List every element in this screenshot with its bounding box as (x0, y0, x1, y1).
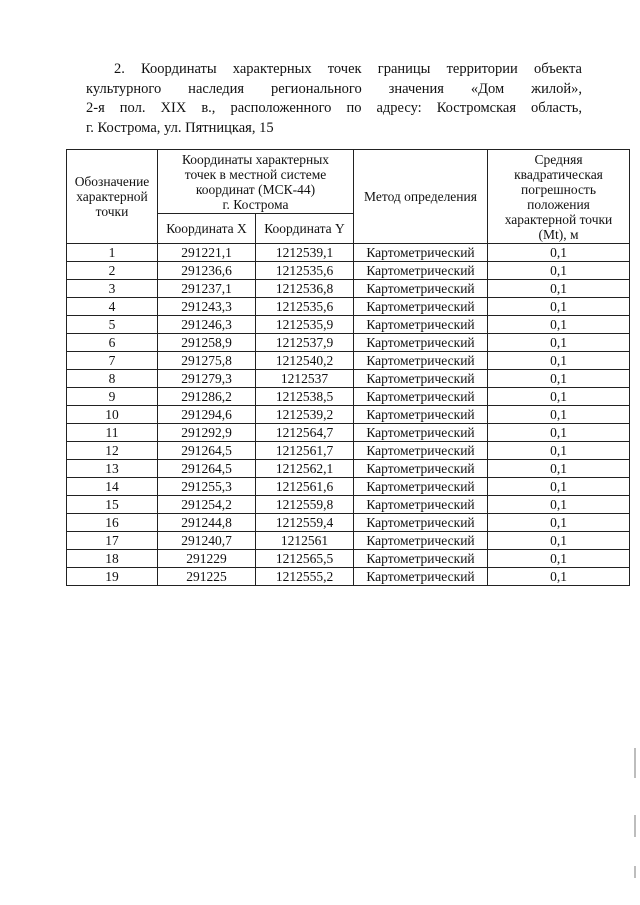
scan-mark (634, 748, 636, 778)
table-row (67, 334, 630, 352)
table-row (67, 370, 630, 388)
cell-coord-y: 1212561 (256, 532, 354, 550)
section-heading (86, 60, 582, 138)
table-row (67, 406, 630, 424)
cell-coord-y: 1212559,4 (256, 514, 354, 532)
cell-coord-x: 291264,5 (158, 442, 256, 460)
cell-method: Картометрический (354, 370, 488, 388)
scan-mark (634, 815, 636, 837)
cell-error: 0,1 (488, 352, 630, 370)
cell-method: Картометрический (354, 388, 488, 406)
cell-method: Картометрический (354, 352, 488, 370)
header-error: Средняя квадратическая погрешность положения характерной точки (Mt), м (488, 150, 630, 244)
cell-coord-y: 1212559,8 (256, 496, 354, 514)
cell-error: 0,1 (488, 262, 630, 280)
cell-error: 0,1 (488, 424, 630, 442)
cell-point-number: 11 (67, 424, 158, 442)
cell-method: Картометрический (354, 244, 488, 262)
cell-coord-x: 291236,6 (158, 262, 256, 280)
cell-coord-x: 291264,5 (158, 460, 256, 478)
cell-point-number: 5 (67, 316, 158, 334)
cell-coord-y: 1212535,9 (256, 316, 354, 334)
cell-coord-x: 291275,8 (158, 352, 256, 370)
header-coord-y: Координата Y (256, 214, 354, 244)
cell-point-number: 14 (67, 478, 158, 496)
cell-point-number: 12 (67, 442, 158, 460)
cell-coord-x: 291279,3 (158, 370, 256, 388)
cell-method: Картометрический (354, 514, 488, 532)
cell-coord-y: 1212537,9 (256, 334, 354, 352)
cell-coord-x: 291229 (158, 550, 256, 568)
heading-line: 2. Координаты характерных точек границы территории объекта (114, 61, 582, 77)
cell-coord-y: 1212539,2 (256, 406, 354, 424)
coordinates-table (66, 149, 630, 586)
cell-coord-x: 291244,8 (158, 514, 256, 532)
cell-coord-x: 291243,3 (158, 298, 256, 316)
header-method: Метод определения (354, 150, 488, 244)
cell-coord-x: 291221,1 (158, 244, 256, 262)
cell-coord-x: 291294,6 (158, 406, 256, 424)
table-row (67, 442, 630, 460)
cell-point-number: 17 (67, 532, 158, 550)
cell-error: 0,1 (488, 442, 630, 460)
cell-point-number: 10 (67, 406, 158, 424)
cell-method: Картометрический (354, 334, 488, 352)
cell-method: Картометрический (354, 478, 488, 496)
table-row (67, 262, 630, 280)
cell-error: 0,1 (488, 298, 630, 316)
cell-error: 0,1 (488, 370, 630, 388)
cell-error: 0,1 (488, 478, 630, 496)
table-row (67, 352, 630, 370)
table-row (67, 478, 630, 496)
cell-coord-x: 291246,3 (158, 316, 256, 334)
table-row (67, 568, 630, 586)
cell-method: Картометрический (354, 298, 488, 316)
cell-point-number: 2 (67, 262, 158, 280)
cell-error: 0,1 (488, 460, 630, 478)
cell-coord-y: 1212562,1 (256, 460, 354, 478)
cell-point-number: 16 (67, 514, 158, 532)
table-row (67, 298, 630, 316)
cell-point-number: 7 (67, 352, 158, 370)
cell-point-number: 19 (67, 568, 158, 586)
cell-point-number: 3 (67, 280, 158, 298)
table-row (67, 514, 630, 532)
table-row (67, 244, 630, 262)
cell-error: 0,1 (488, 514, 630, 532)
heading-line: культурного наследия регионального значения «Дом жилой», (86, 80, 582, 97)
scan-mark (634, 866, 636, 878)
cell-method: Картометрический (354, 424, 488, 442)
cell-coord-x: 291255,3 (158, 478, 256, 496)
cell-coord-y: 1212561,6 (256, 478, 354, 496)
table-row (67, 280, 630, 298)
table-row (67, 550, 630, 568)
cell-coord-x: 291237,1 (158, 280, 256, 298)
table-row (67, 424, 630, 442)
cell-coord-x: 291292,9 (158, 424, 256, 442)
cell-error: 0,1 (488, 334, 630, 352)
cell-coord-y: 1212538,5 (256, 388, 354, 406)
cell-method: Картометрический (354, 550, 488, 568)
header-designation: Обозначение характерной точки (67, 150, 158, 244)
cell-coord-y: 1212540,2 (256, 352, 354, 370)
table-row (67, 496, 630, 514)
cell-method: Картометрический (354, 532, 488, 550)
cell-error: 0,1 (488, 280, 630, 298)
cell-coord-x: 291254,2 (158, 496, 256, 514)
header-coordinates-group: Координаты характерных точек в местной системе координат (МСК-44) г. Кострома (158, 150, 354, 214)
cell-method: Картометрический (354, 460, 488, 478)
cell-method: Картометрический (354, 280, 488, 298)
cell-method: Картометрический (354, 262, 488, 280)
cell-error: 0,1 (488, 406, 630, 424)
table-row (67, 316, 630, 334)
header-coord-x: Координата X (158, 214, 256, 244)
cell-coord-y: 1212561,7 (256, 442, 354, 460)
cell-method: Картометрический (354, 442, 488, 460)
cell-coord-y: 1212535,6 (256, 262, 354, 280)
cell-error: 0,1 (488, 388, 630, 406)
cell-error: 0,1 (488, 532, 630, 550)
cell-coord-y: 1212555,2 (256, 568, 354, 586)
cell-coord-y: 1212539,1 (256, 244, 354, 262)
cell-coord-y: 1212564,7 (256, 424, 354, 442)
cell-method: Картометрический (354, 406, 488, 424)
cell-error: 0,1 (488, 568, 630, 586)
cell-error: 0,1 (488, 496, 630, 514)
cell-point-number: 6 (67, 334, 158, 352)
cell-method: Картометрический (354, 316, 488, 334)
heading-line: г. Кострома, ул. Пятницкая, 15 (86, 119, 274, 136)
cell-point-number: 15 (67, 496, 158, 514)
cell-error: 0,1 (488, 550, 630, 568)
cell-coord-x: 291286,2 (158, 388, 256, 406)
cell-point-number: 4 (67, 298, 158, 316)
cell-coord-x: 291240,7 (158, 532, 256, 550)
cell-point-number: 18 (67, 550, 158, 568)
table-row (67, 388, 630, 406)
cell-coord-y: 1212565,5 (256, 550, 354, 568)
cell-point-number: 8 (67, 370, 158, 388)
cell-method: Картометрический (354, 496, 488, 514)
cell-coord-x: 291258,9 (158, 334, 256, 352)
cell-method: Картометрический (354, 568, 488, 586)
cell-coord-y: 1212535,6 (256, 298, 354, 316)
heading-line: 2-я пол. XIX в., расположенного по адресу: Костромская область, (86, 100, 582, 116)
cell-coord-x: 291225 (158, 568, 256, 586)
cell-error: 0,1 (488, 244, 630, 262)
cell-coord-y: 1212537 (256, 370, 354, 388)
cell-point-number: 1 (67, 244, 158, 262)
cell-coord-y: 1212536,8 (256, 280, 354, 298)
cell-point-number: 13 (67, 460, 158, 478)
cell-error: 0,1 (488, 316, 630, 334)
cell-point-number: 9 (67, 388, 158, 406)
table-row (67, 460, 630, 478)
table-row (67, 532, 630, 550)
